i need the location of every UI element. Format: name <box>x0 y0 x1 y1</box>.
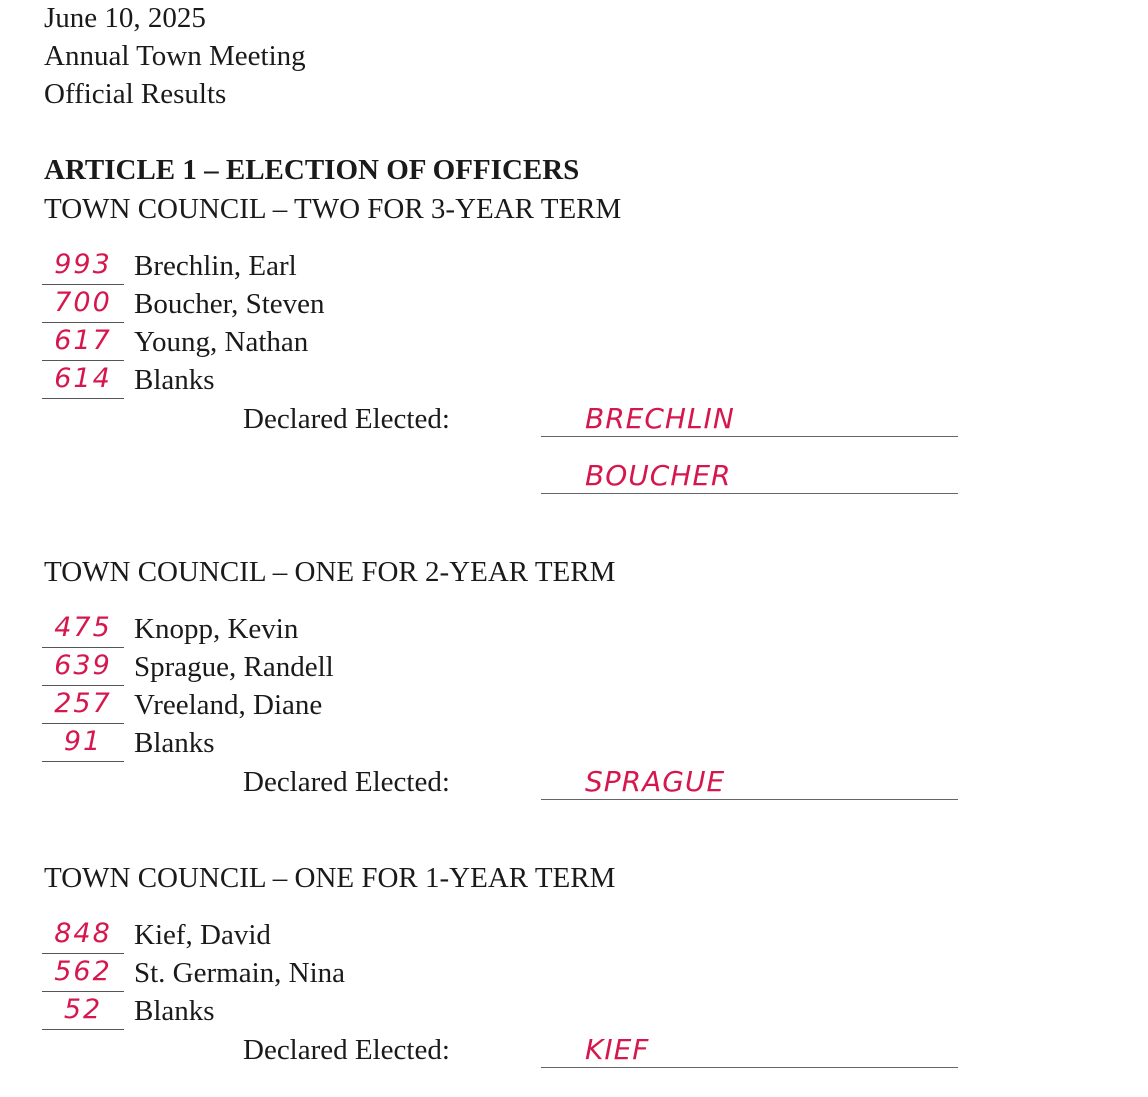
race-heading: TOWN COUNCIL – ONE FOR 2-YEAR TERM <box>44 556 616 588</box>
vote-tally: 257 <box>42 687 124 724</box>
race-heading: TOWN COUNCIL – ONE FOR 1-YEAR TERM <box>44 862 616 894</box>
handwritten-elected: SPRAGUE <box>585 765 726 798</box>
candidate-row <box>42 917 742 955</box>
candidate-row <box>42 611 742 649</box>
declared-elected-line <box>541 453 958 494</box>
vote-tally: 617 <box>42 324 124 361</box>
candidate-name: Blanks <box>134 727 215 759</box>
vote-tally: 562 <box>42 955 124 992</box>
vote-tally: 848 <box>42 917 124 954</box>
vote-tally: 52 <box>42 993 124 1030</box>
article-title: ARTICLE 1 – ELECTION OF OFFICERS <box>44 154 580 186</box>
handwritten-elected: BRECHLIN <box>585 402 735 435</box>
candidate-row <box>42 248 742 286</box>
candidate-name: Kief, David <box>134 919 271 951</box>
vote-tally: 614 <box>42 362 124 399</box>
meeting-name: Annual Town Meeting <box>44 40 306 72</box>
declared-elected-line <box>541 759 958 800</box>
results-title: Official Results <box>44 78 227 110</box>
candidate-row <box>42 362 742 400</box>
candidate-name: Blanks <box>134 995 215 1027</box>
candidate-name: Vreeland, Diane <box>134 689 323 721</box>
declared-elected-label: Declared Elected: <box>243 403 450 435</box>
candidate-name: Brechlin, Earl <box>134 250 297 282</box>
candidate-row <box>42 286 742 324</box>
vote-tally: 475 <box>42 611 124 648</box>
candidate-name: Knopp, Kevin <box>134 613 299 645</box>
vote-tally: 91 <box>42 725 124 762</box>
candidate-name: Young, Nathan <box>134 326 309 358</box>
declared-elected-line <box>541 396 958 437</box>
declared-elected-line <box>541 1027 958 1068</box>
candidate-row <box>42 993 742 1031</box>
candidate-row <box>42 324 742 362</box>
vote-tally: 639 <box>42 649 124 686</box>
candidate-name: Boucher, Steven <box>134 288 325 320</box>
handwritten-elected: KIEF <box>585 1033 650 1066</box>
declared-elected-label: Declared Elected: <box>243 766 450 798</box>
vote-tally: 993 <box>42 248 124 285</box>
handwritten-elected: BOUCHER <box>585 459 732 492</box>
candidate-row <box>42 955 742 993</box>
meeting-date: June 10, 2025 <box>44 2 206 34</box>
candidate-row <box>42 649 742 687</box>
declared-elected-label: Declared Elected: <box>243 1034 450 1066</box>
candidate-name: Sprague, Randell <box>134 651 334 683</box>
vote-tally: 700 <box>42 286 124 323</box>
race-heading: TOWN COUNCIL – TWO FOR 3-YEAR TERM <box>44 193 622 225</box>
candidate-row <box>42 725 742 763</box>
candidate-name: St. Germain, Nina <box>134 957 346 989</box>
candidate-row <box>42 687 742 725</box>
candidate-name: Blanks <box>134 364 215 396</box>
